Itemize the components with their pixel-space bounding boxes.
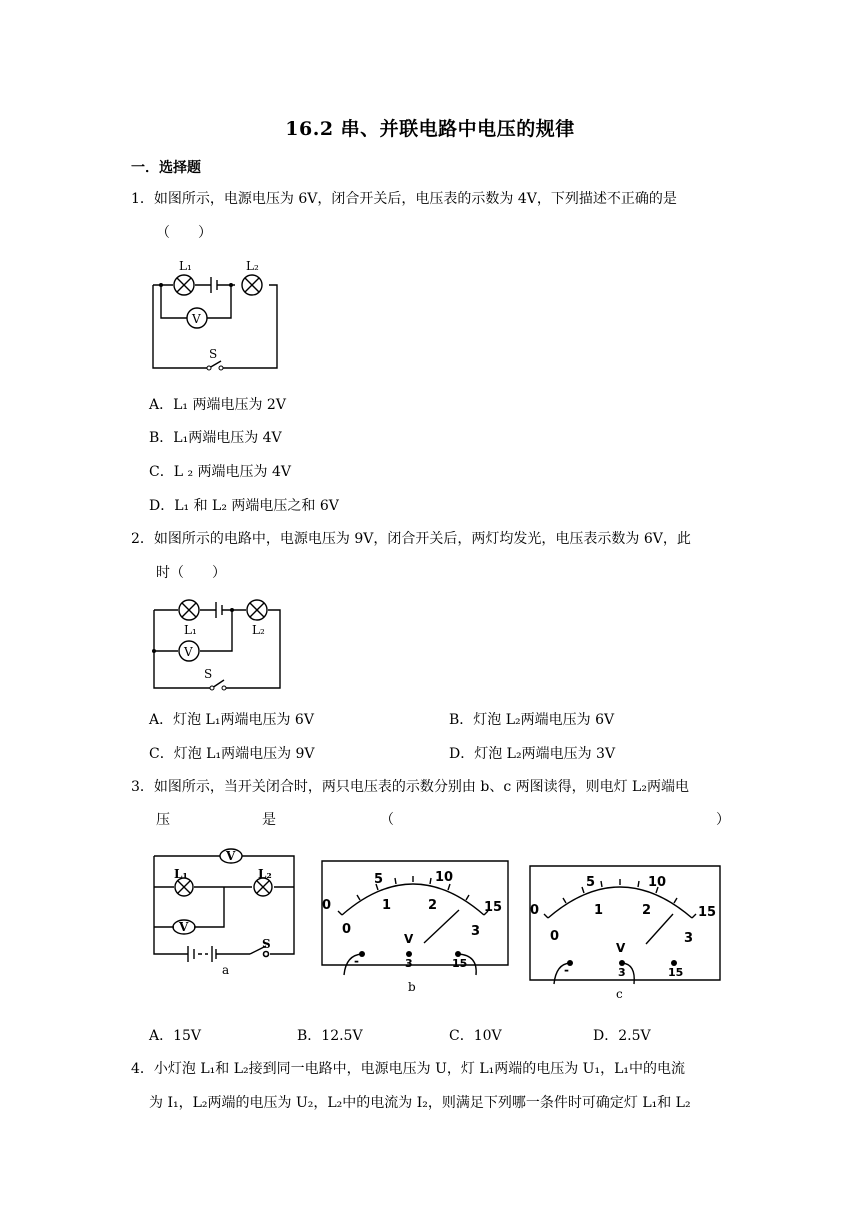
question-2-text: 2．如图所示的电路中，电源电压为 9V，闭合开关后，两灯均发光，电压表示数为 6V，此 <box>131 531 691 547</box>
question-4-text-line2: 为 I₁，L₂两端的电压为 U₂，L₂中的电流为 I₂，则满足下列哪一条件时可确定灯 L₁和 L₂ <box>149 1095 691 1111</box>
meter-b-bottom-0: 0 <box>342 922 352 937</box>
lamp-l2-icon <box>242 275 262 295</box>
switch-label: S <box>262 937 271 951</box>
meter-b-unit: V <box>404 932 414 946</box>
meter-b-top-15: 15 <box>484 900 503 915</box>
meter-b-bottom-3: 3 <box>471 924 481 939</box>
lamp-l1-icon <box>174 275 194 295</box>
meter-c-terminal-3: 3 <box>618 966 626 979</box>
question-3-paren-open: （ <box>380 812 394 828</box>
section-heading: 一．选择题 <box>131 160 201 176</box>
voltmeter-bottom-label: V <box>179 920 189 934</box>
question-1-option-b[interactable]: B．L₁两端电压为 4V <box>149 430 282 446</box>
voltmeter-top-label: V <box>226 849 236 863</box>
meter-b-bottom-2: 2 <box>428 898 438 913</box>
meter-b-bottom-1: 1 <box>382 898 392 913</box>
battery-icon <box>216 602 222 618</box>
lamp-l2-label: L₂ <box>246 259 259 273</box>
question-3-circuit-figure-a <box>150 848 300 978</box>
meter-c-top-0: 0 <box>530 903 540 918</box>
meter-c-unit: V <box>616 941 626 955</box>
lamp-l1-label: L₁ <box>179 259 192 273</box>
lamp-l2-icon <box>247 600 267 620</box>
question-2-option-c[interactable]: C．灯泡 L₁两端电压为 9V <box>149 746 315 762</box>
meter-c-needle <box>646 914 673 944</box>
question-3-option-b[interactable]: B．12.5V <box>297 1028 363 1044</box>
question-3-option-d[interactable]: D．2.5V <box>593 1028 651 1044</box>
question-3-word-shi: 是 <box>262 812 276 828</box>
meter-c-bottom-0: 0 <box>550 929 560 944</box>
voltmeter-label: V <box>192 312 201 326</box>
question-3-meter-figure-b <box>318 855 512 995</box>
question-2-option-b[interactable]: B．灯泡 L₂两端电压为 6V <box>449 712 615 728</box>
meter-c-terminal-15: 15 <box>668 966 684 979</box>
meter-b-top-5: 5 <box>374 872 384 887</box>
question-1-paren: （ ） <box>156 225 212 241</box>
meter-b-top-0: 0 <box>322 898 332 913</box>
question-2-circuit-figure <box>150 596 285 692</box>
switch-icon <box>210 680 226 690</box>
meter-b-terminal-15: 15 <box>452 957 468 970</box>
meter-c-top-10: 10 <box>648 875 667 890</box>
question-2-option-a[interactable]: A．灯泡 L₁两端电压为 6V <box>149 712 314 728</box>
question-1-option-d[interactable]: D．L₁ 和 L₂ 两端电压之和 6V <box>149 498 339 514</box>
question-1-text: 1．如图所示，电源电压为 6V，闭合开关后，电压表的示数为 4V，下列描述不正确的是 <box>131 191 677 207</box>
battery-icon <box>188 946 216 962</box>
meter-c-top-15: 15 <box>698 905 717 920</box>
meter-c-top-5: 5 <box>586 875 596 890</box>
question-2-paren: 时（ ） <box>156 565 226 581</box>
lamp-l2-label: L₂ <box>258 867 272 881</box>
question-3-word-ya: 压 <box>156 812 170 828</box>
meter-c-bottom-2: 2 <box>642 903 652 918</box>
figure-b-caption: b <box>408 980 416 994</box>
question-4-text: 4．小灯泡 L₁和 L₂接到同一电路中，电源电压为 U，灯 L₁两端的电压为 U₁，L₁中的电流 <box>131 1061 686 1077</box>
switch-label: S <box>204 667 213 681</box>
voltmeter-label: V <box>184 645 193 659</box>
meter-b-needle <box>424 910 459 943</box>
lamp-l1-icon <box>179 600 199 620</box>
question-1-circuit-figure <box>145 254 285 374</box>
meter-c-bottom-3: 3 <box>684 931 694 946</box>
voltmeter-bottom-icon <box>173 920 195 934</box>
meter-c-bottom-1: 1 <box>594 903 604 918</box>
voltmeter-top-icon <box>220 849 242 863</box>
question-2-option-d[interactable]: D．灯泡 L₂两端电压为 3V <box>449 746 616 762</box>
lamp-l1-label: L₁ <box>184 623 197 637</box>
lamp-l2-label: L₂ <box>252 623 265 637</box>
question-1-option-c[interactable]: C．L ₂ 两端电压为 4V <box>149 464 291 480</box>
page-title: 16.2 串、并联电路中电压的规律 <box>285 118 575 140</box>
meter-b-top-10: 10 <box>435 870 454 885</box>
switch-icon <box>207 361 223 370</box>
question-3-text: 3．如图所示，当开关闭合时，两只电压表的示数分别由 b、c 两图读得，则电灯 L₂两端电 <box>131 779 689 795</box>
figure-a-caption: a <box>222 963 230 977</box>
meter-b-terminal-neg: - <box>354 954 359 968</box>
lamp-l1-label: L₁ <box>174 867 188 881</box>
figure-c-caption: c <box>616 987 623 1001</box>
question-3-option-a[interactable]: A．15V <box>149 1028 202 1044</box>
question-3-meter-figure-c <box>526 862 726 1002</box>
battery-icon <box>211 277 217 293</box>
meter-c-terminal-neg: - <box>564 963 569 977</box>
meter-b-terminal-3: 3 <box>405 957 413 970</box>
switch-label: S <box>209 347 218 361</box>
question-3-paren-close: ） <box>716 812 730 828</box>
question-3-option-c[interactable]: C．10V <box>449 1028 502 1044</box>
question-1-option-a[interactable]: A．L₁ 两端电压为 2V <box>149 397 286 413</box>
